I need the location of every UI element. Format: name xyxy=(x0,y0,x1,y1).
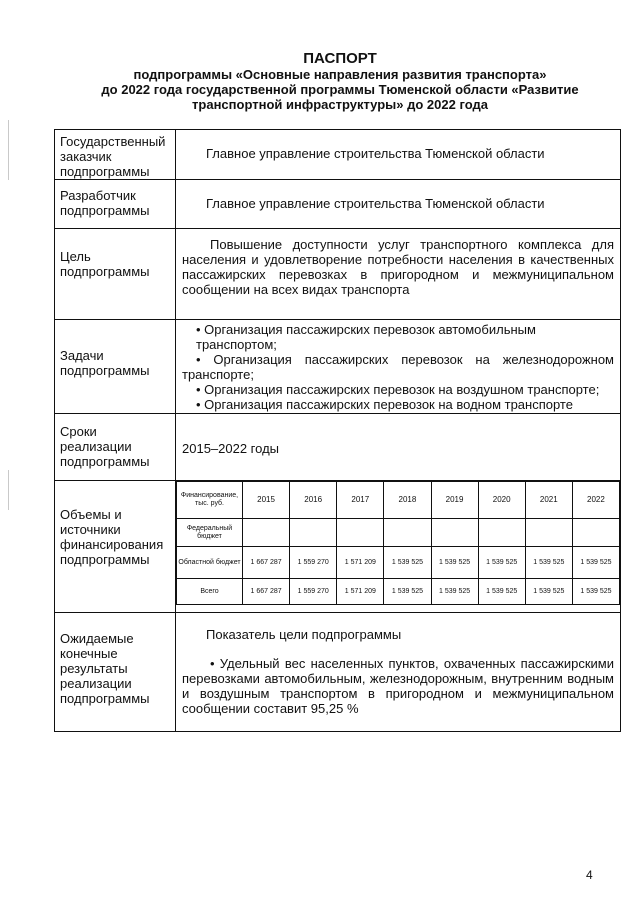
funding-row-total xyxy=(177,579,620,605)
value-cell xyxy=(431,519,478,547)
row-label: Государственный заказчик подпрограммы xyxy=(55,130,176,180)
row-customer xyxy=(55,130,621,180)
passport-table xyxy=(54,129,621,732)
task-item: • Организация пассажирских перевозок на водном транспорте xyxy=(196,397,573,412)
year-cell: 2016 xyxy=(290,482,337,519)
funding-header-row xyxy=(177,482,620,519)
value-cell xyxy=(525,519,572,547)
value-cell: 1 539 525 xyxy=(572,547,619,579)
row-value xyxy=(176,229,621,320)
row-label: Ожидаемые конечные результаты реализации подпрограммы xyxy=(55,613,176,732)
subtitle-line: подпрограммы «Основные направления развития транспорта» xyxy=(133,67,547,82)
source-name-cell: Всего xyxy=(177,579,243,605)
row-value xyxy=(176,613,621,732)
scan-edge-mark xyxy=(8,470,9,510)
developer-value: Главное управление строительства Тюменской области xyxy=(206,196,545,211)
tasks-list xyxy=(176,320,620,412)
value-cell: 1 539 525 xyxy=(384,547,431,579)
goal-value: Повышение доступности услуг транспортного комплекса для населения и удовлетворение потребности населения в качественных пассажирских перевозках в пригородном и межмуниципальном сообщении на всех видах транспорта xyxy=(182,237,614,297)
funding-header-cell: Финансирование, тыс. руб. xyxy=(177,482,243,519)
value-cell: 1 571 209 xyxy=(337,579,384,605)
funding-row-regional xyxy=(177,547,620,579)
value-cell: 1 667 287 xyxy=(243,579,290,605)
row-funding xyxy=(55,481,621,613)
value-cell: 1 559 270 xyxy=(290,547,337,579)
row-label: Разработчик подпрограммы xyxy=(55,180,176,229)
value-cell: 1 539 525 xyxy=(572,579,619,605)
value-cell xyxy=(337,519,384,547)
row-developer xyxy=(55,180,621,229)
source-name-cell: Областной бюджет xyxy=(177,547,243,579)
row-goal xyxy=(55,229,621,320)
source-name-cell: Федеральный бюджет xyxy=(177,519,243,547)
row-value xyxy=(176,130,621,180)
subtitle-line: до 2022 года государственной программы Тюменской области «Развитие xyxy=(101,82,579,97)
value-cell: 1 667 287 xyxy=(243,547,290,579)
row-value xyxy=(176,320,621,414)
row-results xyxy=(55,613,621,732)
value-cell xyxy=(478,519,525,547)
year-cell: 2019 xyxy=(431,482,478,519)
customer-value: Главное управление строительства Тюменской области xyxy=(206,146,545,161)
row-value xyxy=(176,481,621,613)
value-cell xyxy=(572,519,619,547)
year-cell: 2015 xyxy=(243,482,290,519)
year-cell: 2018 xyxy=(384,482,431,519)
row-value xyxy=(176,180,621,229)
subtitle-line: транспортной инфраструктуры» до 2022 года xyxy=(192,97,488,112)
row-terms xyxy=(55,414,621,481)
value-cell xyxy=(290,519,337,547)
year-cell: 2022 xyxy=(572,482,619,519)
document-title: ПАСПОРТ xyxy=(303,50,377,67)
row-label: Объемы и источники финансирования подпрограммы xyxy=(55,481,176,613)
value-cell: 1 539 525 xyxy=(431,547,478,579)
value-cell: 1 539 525 xyxy=(525,547,572,579)
value-cell: 1 539 525 xyxy=(525,579,572,605)
value-cell: 1 539 525 xyxy=(384,579,431,605)
task-item: • Организация пассажирских перевозок автомобильным транспортом; xyxy=(196,322,536,352)
page-number: 4 xyxy=(586,868,593,882)
value-cell: 1 539 525 xyxy=(478,579,525,605)
value-cell: 1 571 209 xyxy=(337,547,384,579)
funding-table xyxy=(176,481,620,605)
row-label: Задачи подпрограммы xyxy=(55,320,176,414)
value-cell: 1 559 270 xyxy=(290,579,337,605)
results-text: • Удельный вес населенных пунктов, охваченных пассажирскими перевозками автомобильным, железнодорожным, внутренним водным и воздушным транспортом в пригородном и межмуниципальном сообщении составит 95,25 % xyxy=(182,656,614,716)
year-cell: 2017 xyxy=(337,482,384,519)
value-cell xyxy=(384,519,431,547)
value-cell: 1 539 525 xyxy=(478,547,525,579)
value-cell: 1 539 525 xyxy=(431,579,478,605)
value-cell xyxy=(243,519,290,547)
row-tasks xyxy=(55,320,621,414)
scan-edge-mark xyxy=(8,120,9,180)
document-title-block xyxy=(60,50,620,112)
task-item: • Организация пассажирских перевозок на железнодорожном транспорте; xyxy=(182,352,614,382)
task-item: • Организация пассажирских перевозок на воздушном транспорте; xyxy=(196,382,600,397)
results-heading: Показатель цели подпрограммы xyxy=(206,627,402,642)
terms-value: 2015–2022 годы xyxy=(182,441,280,456)
funding-row-federal xyxy=(177,519,620,547)
row-value xyxy=(176,414,621,481)
year-cell: 2020 xyxy=(478,482,525,519)
row-label: Сроки реализации подпрограммы xyxy=(55,414,176,481)
year-cell: 2021 xyxy=(525,482,572,519)
row-label: Цель подпрограммы xyxy=(55,229,176,320)
